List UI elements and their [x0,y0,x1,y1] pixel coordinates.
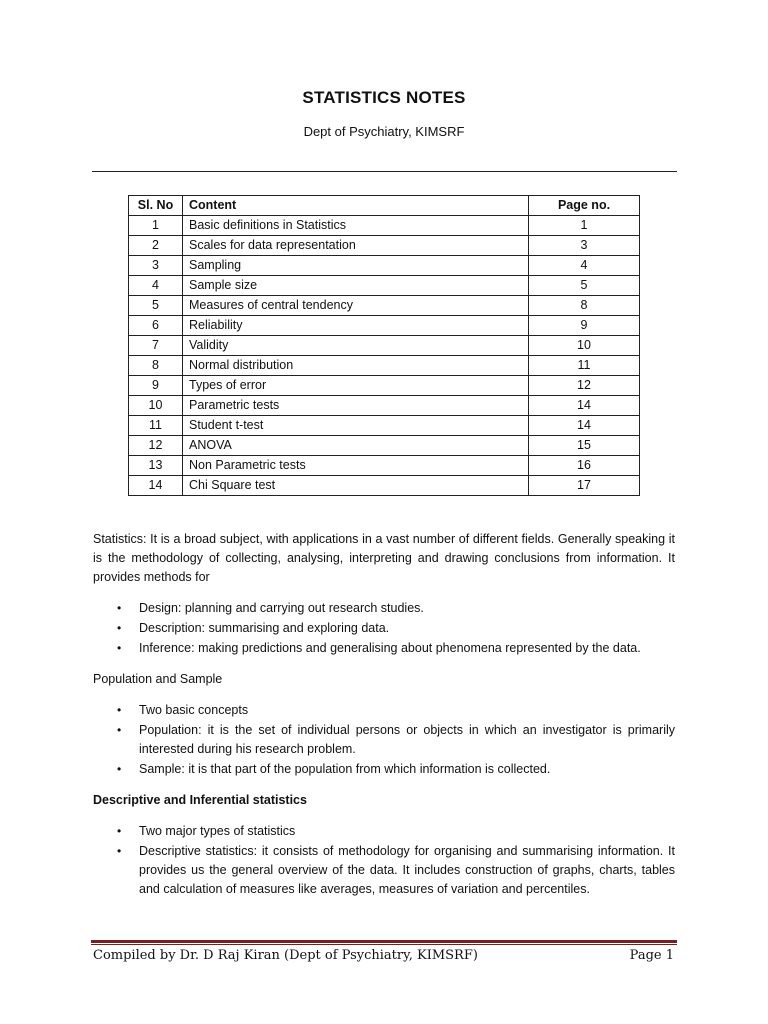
table-row [129,296,640,316]
table-row [129,476,640,496]
column-header-content: Content [183,196,529,216]
cell-content: Parametric tests [183,396,529,416]
list-item: • Two basic concepts [93,701,675,720]
table-row [129,336,640,356]
header-divider [92,171,677,172]
cell-sl-no: 8 [129,356,183,376]
cell-page-no: 17 [529,476,640,496]
bullet-icon: • [117,703,122,717]
table-row [129,416,640,436]
cell-content: Basic definitions in Statistics [183,216,529,236]
cell-page-no: 11 [529,356,640,376]
cell-sl-no: 9 [129,376,183,396]
footer-credit: Compiled by Dr. D Raj Kiran (Dept of Psychiatry, KIMSRF) [93,948,478,963]
cell-page-no: 12 [529,376,640,396]
contents-table-body [129,216,640,496]
table-row [129,436,640,456]
cell-sl-no: 6 [129,316,183,336]
cell-content: Student t-test [183,416,529,436]
table-row [129,456,640,476]
list-item: • Design: planning and carrying out research studies. [93,599,675,618]
population-bullet-list [93,701,675,779]
table-row [129,356,640,376]
intro-bullet-list [93,599,675,658]
cell-content: Reliability [183,316,529,336]
cell-page-no: 3 [529,236,640,256]
cell-sl-no: 10 [129,396,183,416]
cell-sl-no: 4 [129,276,183,296]
cell-sl-no: 13 [129,456,183,476]
cell-page-no: 16 [529,456,640,476]
cell-content: Non Parametric tests [183,456,529,476]
cell-sl-no: 3 [129,256,183,276]
cell-page-no: 1 [529,216,640,236]
list-item: • Inference: making predictions and generalising about phenomena represented by the data. [93,639,675,658]
cell-sl-no: 12 [129,436,183,456]
section-heading-population: Population and Sample [93,672,223,686]
cell-content: Scales for data representation [183,236,529,256]
cell-page-no: 8 [529,296,640,316]
contents-table [128,195,640,496]
table-row [129,276,640,296]
footer-divider-thin [91,944,677,945]
cell-content: Validity [183,336,529,356]
cell-page-no: 14 [529,396,640,416]
cell-page-no: 4 [529,256,640,276]
footer-divider-thick [91,940,677,943]
cell-content: Chi Square test [183,476,529,496]
statistics-types-bullet-list [93,822,675,899]
list-item: • Sample: it is that part of the population from which information is collected. [93,760,675,779]
table-row [129,316,640,336]
list-item: • Population: it is the set of individual persons or objects in which an investigator is primarily interested during his research problem. [117,723,675,756]
table-row [129,376,640,396]
table-row [129,256,640,276]
bullet-icon: • [117,723,122,737]
page-title: STATISTICS NOTES [302,88,466,107]
intro-paragraph: Statistics: It is a broad subject, with applications in a vast number of different fields. Generally speaking it is the methodology of collecting, analysing, interpreting and drawing conclusions from information. It provides methods for [93,532,675,584]
cell-content: ANOVA [183,436,529,456]
column-header-sl-no: Sl. No [129,196,183,216]
cell-page-no: 10 [529,336,640,356]
page-subtitle: Dept of Psychiatry, KIMSRF [303,124,465,139]
cell-page-no: 5 [529,276,640,296]
list-item: • Description: summarising and exploring data. [93,619,675,638]
cell-page-no: 15 [529,436,640,456]
bullet-icon: • [117,641,122,655]
cell-sl-no: 7 [129,336,183,356]
table-row [129,236,640,256]
list-item: • Two major types of statistics [93,822,675,841]
list-item: • Descriptive statistics: it consists of methodology for organising and summarising information. It provides us the general overview of the data. It includes construction of graphs, charts, tables and calculation of measures like averages, measures of variation and percentiles. [117,844,675,896]
body-content [93,530,675,900]
cell-sl-no: 2 [129,236,183,256]
bullet-icon: • [117,621,122,635]
column-header-page-no: Page no. [529,196,640,216]
cell-content: Types of error [183,376,529,396]
cell-content: Measures of central tendency [183,296,529,316]
bullet-icon: • [117,762,122,776]
cell-content: Sampling [183,256,529,276]
cell-page-no: 9 [529,316,640,336]
bullet-icon: • [117,844,122,858]
table-row [129,216,640,236]
table-header-row [129,196,640,216]
bullet-icon: • [117,601,122,615]
cell-content: Sample size [183,276,529,296]
bullet-icon: • [117,824,122,838]
cell-sl-no: 11 [129,416,183,436]
table-row [129,396,640,416]
cell-page-no: 14 [529,416,640,436]
page-number: Page 1 [629,948,674,963]
cell-content: Normal distribution [183,356,529,376]
cell-sl-no: 1 [129,216,183,236]
cell-sl-no: 5 [129,296,183,316]
section-heading-statistics-types: Descriptive and Inferential statistics [93,793,307,807]
cell-sl-no: 14 [129,476,183,496]
